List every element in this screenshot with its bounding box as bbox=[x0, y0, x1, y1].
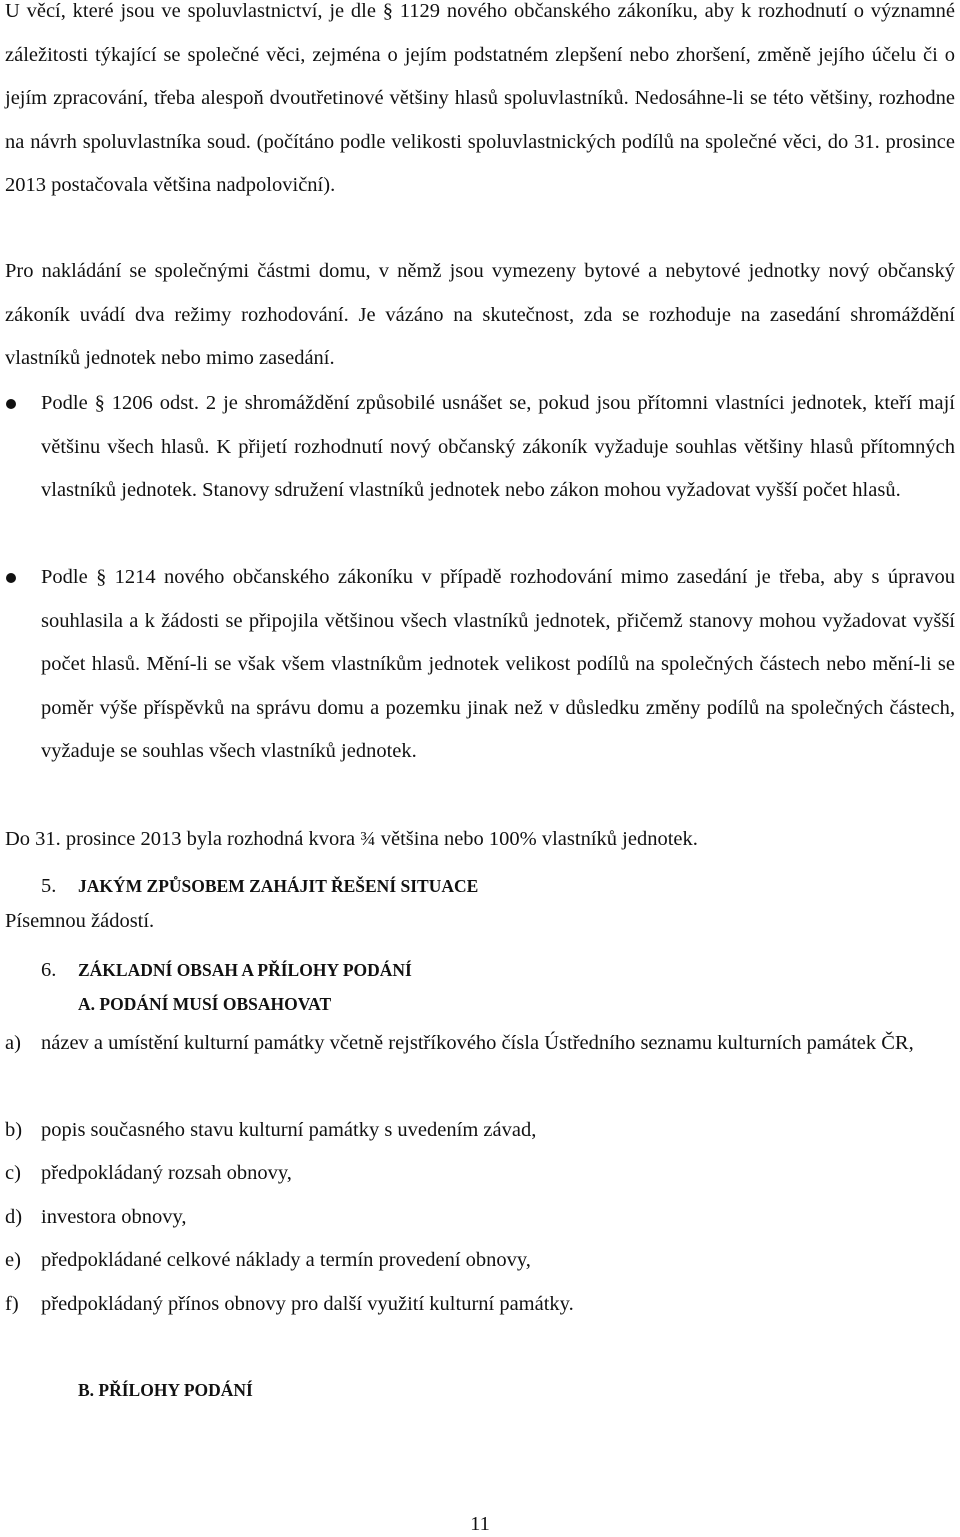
list-item bbox=[5, 1022, 955, 1110]
section-5-body: Písemnou žádostí. bbox=[5, 910, 155, 932]
section-6-number: 6. bbox=[41, 959, 57, 981]
bullet-assembly-rule: Podle § 1206 odst. 2 je shromáždění způsobilé usnášet se, pokud jsou přítomni vlastníci jednotek, kteří mají většinu všech hlasů. K přijetí rozhodnutí nový občanský zákoník vyžaduje souhlas většiny hlasů přítomných vlastníků jednotek. Stanovy sdružení vlastníků jednotek nebo zákon mohou vyžadovat vyšší počet hlasů. bbox=[41, 392, 955, 502]
list-item bbox=[5, 1152, 955, 1196]
list-text: investora obnovy, bbox=[41, 1206, 187, 1228]
section-6-subheading-a: A. PODÁNÍ MUSÍ OBSAHOVAT bbox=[78, 994, 332, 1014]
paragraph-common-parts: Pro nakládání se společnými částmi domu, v němž jsou vymezeny bytové a nebytové jednotky nový občanský zákoník uvádí dva režimy rozhodování. Je vázáno na skutečnost, zda se rozhoduje na zasedání shromáždění vlastníků jednotek nebo mimo zasedání. bbox=[5, 260, 955, 370]
list-text: předpokládané celkové náklady a termín provedení obnovy, bbox=[41, 1249, 531, 1271]
list-item bbox=[5, 1196, 955, 1240]
list-marker: a) bbox=[5, 1032, 21, 1054]
page-number: 11 bbox=[470, 1513, 490, 1535]
list-item bbox=[5, 1109, 955, 1153]
paragraph-coownership: U věcí, které jsou ve spoluvlastnictví, je dle § 1129 nového občanského zákoníku, aby k rozhodnutí o významné záležitosti týkající se společné věci, zejména o jejím podstatném zlepšení nebo zhoršení, změně jejího účelu či o jejím zpracování, třeba alespoň dvoutřetinové většiny hlasů spoluvlastníků. Nedosáhne-li se této většiny, rozhodne na návrh spoluvlastníka soud. (počítáno podle velikosti spoluvlastnických podílů na společné věci, do 31. prosince 2013 postačovala většina nadpoloviční). bbox=[5, 0, 955, 197]
list-marker: c) bbox=[5, 1162, 21, 1184]
list-text: předpokládaný rozsah obnovy, bbox=[41, 1162, 292, 1184]
section-6-heading: ZÁKLADNÍ OBSAH A PŘÍLOHY PODÁNÍ bbox=[78, 960, 412, 980]
section-6-subheading-b: B. PŘÍLOHY PODÁNÍ bbox=[78, 1380, 253, 1400]
list-marker: d) bbox=[5, 1206, 23, 1228]
list-marker: f) bbox=[5, 1293, 19, 1315]
list-marker: b) bbox=[5, 1119, 23, 1141]
list-text: předpokládaný přínos obnovy pro další využití kulturní památky. bbox=[41, 1293, 574, 1315]
list-item bbox=[5, 1239, 955, 1283]
section-5-heading: JAKÝM ZPŮSOBEM ZAHÁJIT ŘEŠENÍ SITUACE bbox=[78, 876, 479, 896]
list-text: název a umístění kulturní památky včetně rejstříkového čísla Ústředního seznamu kulturních památek ČR, bbox=[41, 1032, 914, 1054]
bullet-icon bbox=[6, 573, 16, 583]
section-5-number: 5. bbox=[41, 875, 57, 897]
bullet-icon bbox=[6, 399, 16, 409]
list-marker: e) bbox=[5, 1249, 21, 1271]
bullet-outside-assembly-rule: Podle § 1214 nového občanského zákoníku v případě rozhodování mimo zasedání je třeba, aby s úpravou souhlasila a k žádosti se připojila většinou všech vlastníků jednotek, přičemž stanovy mohou vyžadovat vyšší počet hlasů. Mění-li se však všem vlastníkům jednotek velikost podílů na společných částech nebo mění-li se poměr výše příspěvků na správu domu a pozemku jinak než v důsledku změny podílů na společných částech, vyžaduje se souhlas všech vlastníků jednotek. bbox=[41, 566, 955, 763]
paragraph-quorum-note: Do 31. prosince 2013 byla rozhodná kvora ¾ většina nebo 100% vlastníků jednotek. bbox=[5, 828, 698, 850]
list-text: popis současného stavu kulturní památky s uvedením závad, bbox=[41, 1119, 537, 1141]
list-item bbox=[5, 1283, 955, 1327]
